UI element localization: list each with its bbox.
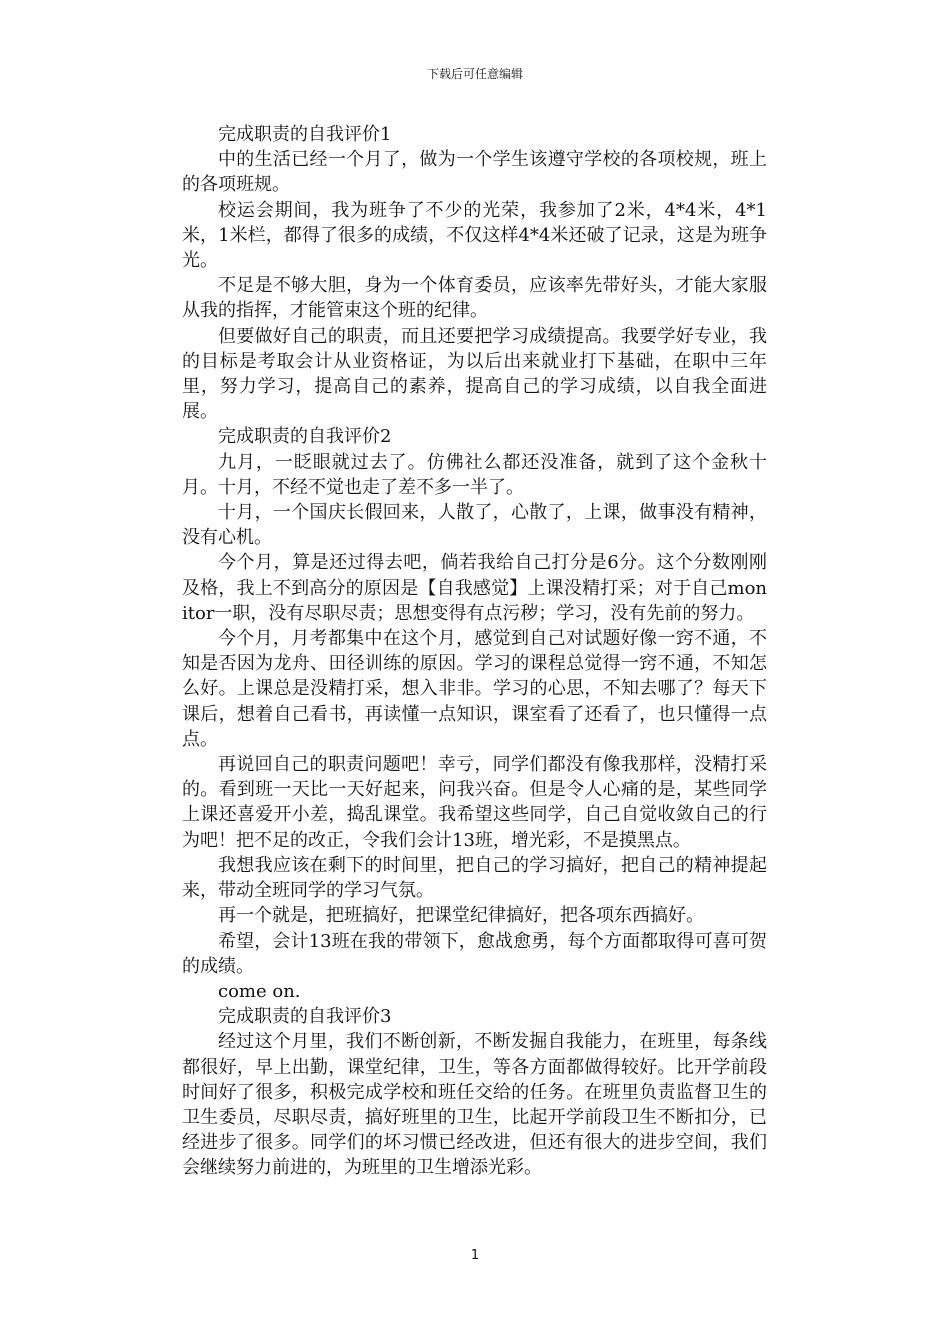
page-header: 下载后可任意编辑 bbox=[426, 67, 523, 81]
paragraph: 十月，一个国庆长假回来，人散了，心散了，上课，做事没有精神，没有心机。 bbox=[182, 502, 767, 549]
paragraph: 我想我应该在剩下的时间里，把自己的学习搞好，把自己的精神提起来，带动全班同学的学习气氛。 bbox=[182, 854, 767, 902]
paragraph: 希望，会计13班在我的带领下，愈战愈勇，每个方面都取得可喜可贺的成绩。 bbox=[182, 930, 767, 977]
paragraph: 九月，一眨眼就过去了。仿佛社么都还没准备，就到了这个金秋十月。十月，不经不觉也走了差不多一半了。 bbox=[182, 451, 767, 498]
page-number: 1 bbox=[470, 1248, 480, 1263]
section-title-3: 完成职责的自我评价3 bbox=[218, 1006, 392, 1028]
paragraph: 再说回自己的职责问题吧！幸亏，同学们都没有像我那样，没精打采的。看到班一天比一天好起来，问我兴奋。但是令人心痛的是，某些同学上课还喜爱开小差，捣乱课堂。我希望这些同学，自己自觉收敛自己的行为吧！把不足的改正，令我们会计13班，增光彩，不是摸黑点。 bbox=[182, 754, 767, 851]
paragraph: 不足是不够大胆，身为一个体育委员，应该率先带好头，才能大家服从我的指挥，才能管束这个班的纪律。 bbox=[182, 275, 767, 322]
section-title-2: 完成职责的自我评价2 bbox=[218, 426, 392, 448]
paragraph: come on. bbox=[218, 980, 301, 1002]
document-body bbox=[182, 122, 767, 1181]
paragraph: 中的生活已经一个月了，做为一个学生该遵守学校的各项校规，班上的各项班规。 bbox=[182, 149, 767, 196]
paragraph: 再一个就是，把班搞好，把课堂纪律搞好，把各项东西搞好。 bbox=[218, 905, 704, 927]
paragraph: 今个月，算是还过得去吧，倘若我给自己打分是6分。这个分数刚刚及格，我上不到高分的原因是【自我感觉】上课没精打采；对于自己monitor一职，没有尽职尽责；思想变得有点污秽；学习，没有先前的努力。 bbox=[182, 552, 767, 624]
paragraph: 校运会期间，我为班争了不少的光荣，我参加了2米，4*4米，4*1米，1米栏，都得了很多的成绩，不仅这样4*4米还破了记录，这是为班争光。 bbox=[182, 199, 767, 272]
paragraph: 今个月，月考都集中在这个月，感觉到自己对试题好像一窍不通，不知是否因为龙舟、田径训练的原因。学习的课程总觉得一窍不通，不知怎么好。上课总是没精打采，想入非非。学习的心思，不知去哪了？每天下课后，想着自己看书，再读懂一点知识，课室看了还看了，也只懂得一点点。 bbox=[182, 628, 767, 750]
section-title-1: 完成职责的自我评价1 bbox=[218, 124, 392, 145]
paragraph: 经过这个月里，我们不断创新，不断发掘自我能力，在班里，每条线都很好，早上出勤，课堂纪律，卫生，等各方面都做得较好。比开学前段时间好了很多，积极完成学校和班任交给的任务。在班里负责监督卫生的卫生委员，尽职尽责，搞好班里的卫生，比起开学前段卫生不断扣分，已经进步了很多。同学们的坏习惯已经改进，但还有很大的进步空间，我们会继续努力前进的，为班里的卫生增添光彩。 bbox=[182, 1031, 767, 1179]
paragraph: 但要做好自己的职责，而且还要把学习成绩提高。我要学好专业，我的目标是考取会计从业资格证，为以后出来就业打下基础，在职中三年里，努力学习，提高自己的素养，提高自己的学习成绩，以自我全面进展。 bbox=[182, 325, 767, 423]
